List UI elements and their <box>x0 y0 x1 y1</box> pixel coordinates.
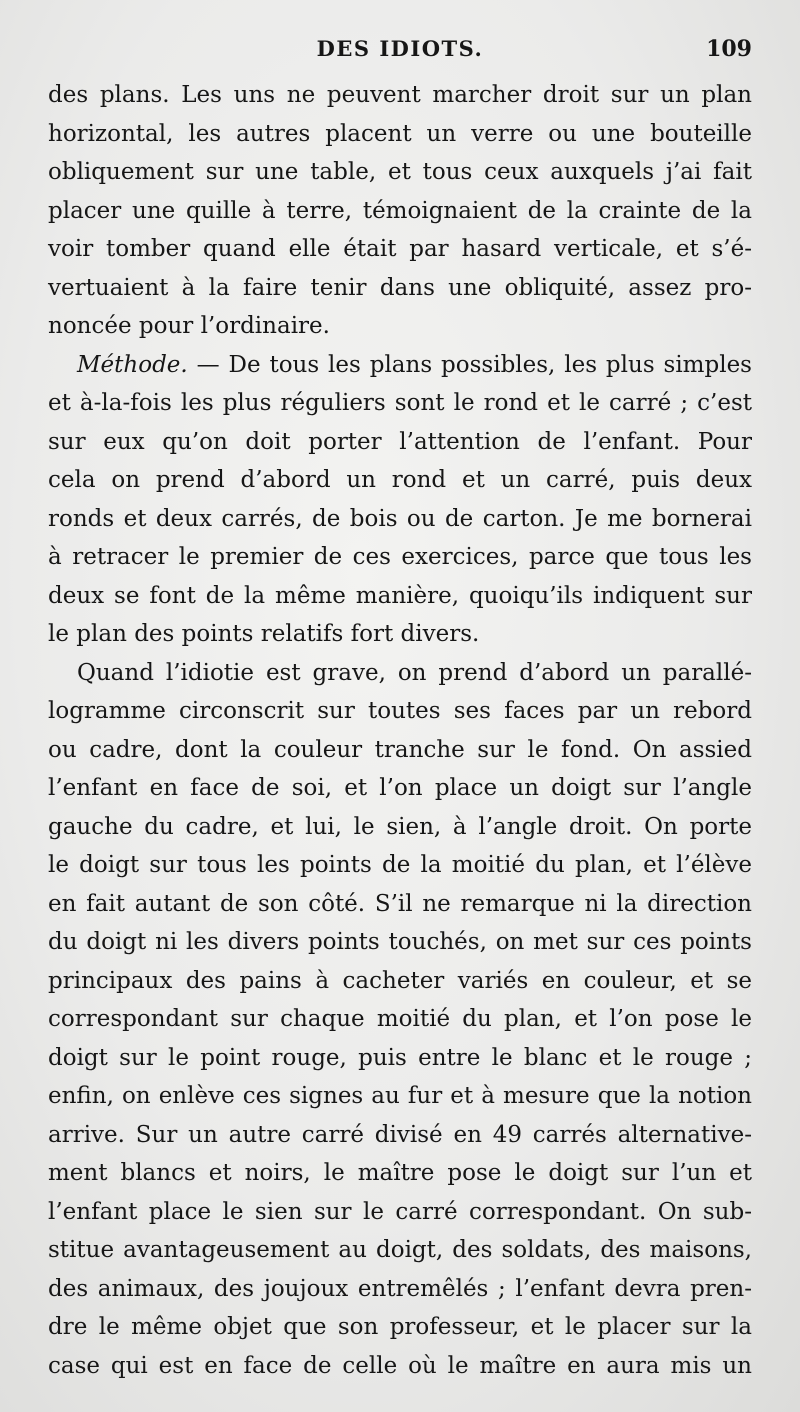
text-line: vertuaient à la faire tenir dans une obliquité, assez pro- <box>48 274 752 301</box>
text-line: l’enfant place le sien sur le carré correspondant. On sub- <box>48 1198 752 1225</box>
text-line: deux se font de la même manière, quoiqu’ils indiquent sur <box>48 582 752 609</box>
text-line: l’enfant en face de soi, et l’on place un doigt sur l’angle <box>48 775 752 801</box>
running-head <box>48 36 752 76</box>
text-line: case qui est en face de celle où le maître en aura mis un <box>48 1352 752 1379</box>
text-line: le plan des points relatifs fort divers. <box>48 621 480 647</box>
text-line: ou cadre, dont la couleur tranche sur le fond. On assied <box>48 736 752 763</box>
text-line: le doigt sur tous les points de la moitié du plan, et l’élève <box>48 852 752 878</box>
body-text <box>48 76 752 1385</box>
text-line: ment blancs et noirs, le maître pose le doigt sur l’un et <box>48 1160 752 1186</box>
text-line: enfin, on enlève ces signes au fur et à mesure que la notion <box>48 1083 752 1109</box>
text-line-rest: — De tous les plans possibles, les plus simples <box>187 351 752 378</box>
text-line: en fait autant de son côté. S’il ne remarque ni la direction <box>48 890 752 917</box>
text-line: ronds et deux carrés, de bois ou de carton. Je me bornerai <box>48 505 752 532</box>
text-line: noncée pour l’ordinaire. <box>48 313 330 339</box>
text-line: des plans. Les uns ne peuvent marcher droit sur un plan <box>48 82 752 108</box>
running-title: DES IDIOTS. <box>316 36 484 61</box>
text-line: principaux des pains à cacheter variés en couleur, et se <box>48 967 752 994</box>
text-line: placer une quille à terre, témoignaient de la crainte de la <box>48 197 752 224</box>
text-line: correspondant sur chaque moitié du plan, et l’on pose le <box>48 1006 752 1032</box>
text-line: des animaux, des joujoux entremêlés ; l’enfant devra pren- <box>48 1275 752 1302</box>
text-line: arrive. Sur un autre carré divisé en 49 carrés alternative- <box>48 1121 752 1148</box>
text-line: obliquement sur une table, et tous ceux auxquels j’ai fait <box>48 159 752 185</box>
text-line: sur eux qu’on doit porter l’attention de l’enfant. Pour <box>48 428 752 455</box>
text-line: doigt sur le point rouge, puis entre le blanc et le rouge ; <box>48 1044 752 1071</box>
text-line: à retracer le premier de ces exercices, parce que tous les <box>48 544 752 570</box>
page-number: 109 <box>706 36 752 62</box>
text-line: stitue avantageusement au doigt, des soldats, des maisons, <box>48 1237 752 1263</box>
text-line: horizontal, les autres placent un verre ou une bouteille <box>48 120 752 147</box>
text-line: gauche du cadre, et lui, le sien, à l’angle droit. On porte <box>48 813 752 840</box>
text-line: du doigt ni les divers points touchés, on met sur ces points <box>48 929 752 955</box>
text-line: cela on prend d’abord un rond et un carré, puis deux <box>48 467 752 493</box>
text-line: voir tomber quand elle était par hasard verticale, et s’é- <box>48 236 752 262</box>
text-line: Quand l’idiotie est grave, on prend d’abord un parallé- <box>77 659 752 686</box>
section-term: Méthode. <box>77 351 188 378</box>
text-line-methode <box>48 346 752 385</box>
text-line: logramme circonscrit sur toutes ses faces par un rebord <box>48 698 752 724</box>
text-line: et à-la-fois les plus réguliers sont le rond et le carré ; c’est <box>48 390 752 416</box>
text-line: dre le même objet que son professeur, et le placer sur la <box>48 1314 752 1340</box>
